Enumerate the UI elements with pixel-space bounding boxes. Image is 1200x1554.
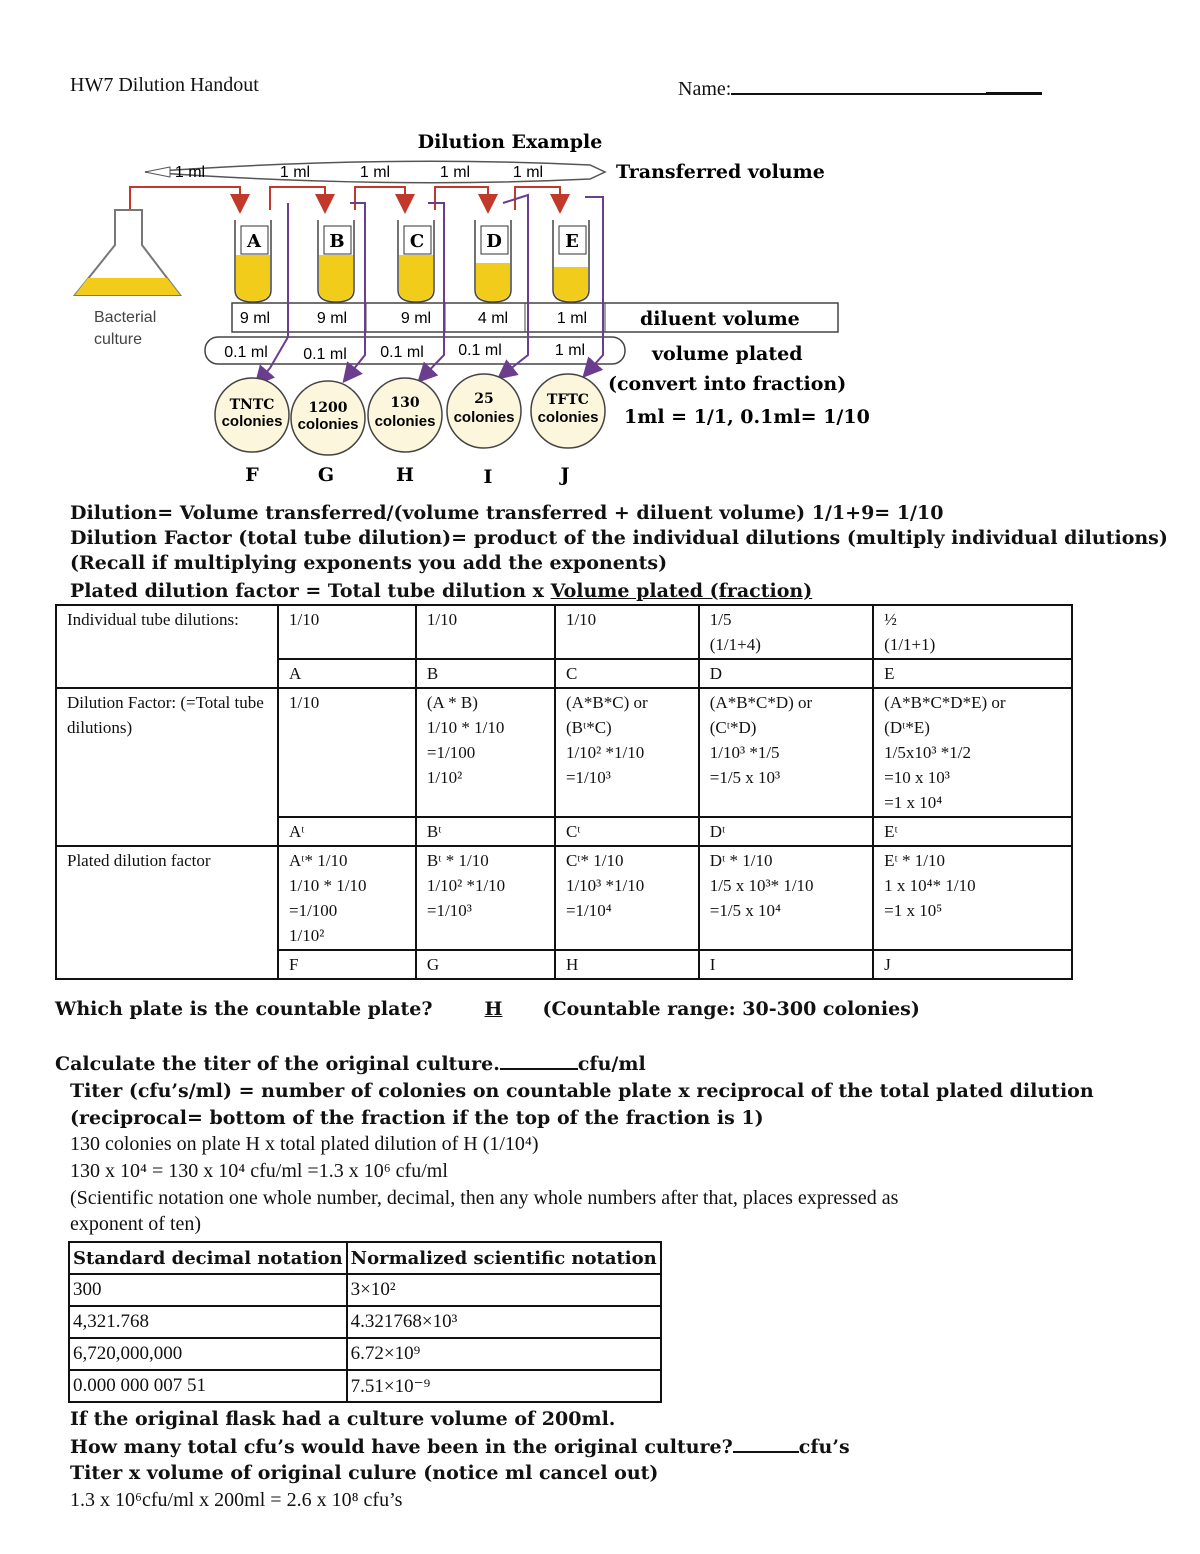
plated-c: 0.1 ml bbox=[380, 344, 424, 361]
dilution-diagram bbox=[60, 125, 920, 495]
plate-h-count: 130 bbox=[390, 395, 420, 411]
name-blank[interactable] bbox=[731, 75, 986, 95]
name-field[interactable] bbox=[678, 74, 1042, 101]
table-cell bbox=[699, 846, 873, 950]
table-cell bbox=[278, 688, 416, 817]
letter-cell: Eᵗ bbox=[873, 817, 1072, 846]
diluent-volume-label: diluent volume bbox=[640, 308, 800, 330]
table-cell bbox=[555, 846, 699, 950]
row-dilution-factor bbox=[56, 688, 1072, 817]
cell-line: Dᵗ * 1/10 bbox=[709, 851, 773, 870]
table-cell bbox=[699, 688, 873, 817]
plate-letter-i: I bbox=[483, 466, 493, 488]
cell-line: =1/100 bbox=[289, 901, 338, 920]
cell-line: (A*B*C*D*E) or bbox=[884, 693, 1006, 712]
sci-cell: 6,720,000,000 bbox=[69, 1338, 347, 1370]
culture-volume-statement: If the original flask had a culture volume of 200ml. bbox=[70, 1408, 616, 1430]
sci-cell: 7.51×10⁻⁹ bbox=[347, 1370, 661, 1402]
plate-letter-j: J bbox=[560, 464, 570, 486]
cell-line: Eᵗ * 1/10 bbox=[884, 851, 946, 870]
sci-cell: 4.321768×10³ bbox=[347, 1306, 661, 1338]
cell-line: 1/10 bbox=[289, 610, 320, 629]
letter-cell: H bbox=[555, 950, 699, 979]
answer-line: 1.3 x 10⁶cfu/ml x 200ml = 2.6 x 10⁸ cfu’s bbox=[70, 1489, 403, 1511]
row-plated-factor-label: Plated dilution factor bbox=[56, 846, 278, 979]
cell-line: =1 x 10⁵ bbox=[884, 901, 943, 920]
name-label: Name: bbox=[678, 78, 732, 100]
cell-line: =1/5 x 10⁴ bbox=[709, 901, 781, 920]
letter-cell: E bbox=[873, 659, 1072, 688]
letter-cell: D bbox=[699, 659, 873, 688]
letter-cell: I bbox=[699, 950, 873, 979]
sci-table-row bbox=[69, 1370, 661, 1402]
cell-line: (A*B*C) or bbox=[565, 693, 648, 712]
letter-cell: Dᵗ bbox=[699, 817, 873, 846]
cell-line: 1/10³ *1/10 bbox=[565, 876, 645, 895]
sci-note-line-2: exponent of ten) bbox=[70, 1213, 202, 1235]
row-plated-factor bbox=[56, 846, 1072, 950]
plate-j-unit: colonies bbox=[537, 409, 599, 426]
table-cell bbox=[555, 688, 699, 817]
reciprocal-definition: (reciprocal= bottom of the fraction if the top of the fraction is 1) bbox=[70, 1107, 764, 1129]
letter-cell: C bbox=[555, 659, 699, 688]
sci-cell: 6.72×10⁹ bbox=[347, 1338, 661, 1370]
transfer-label-0: 1 ml bbox=[174, 164, 206, 181]
transferred-volume-label: Transferred volume bbox=[616, 161, 825, 183]
titer-question bbox=[55, 1052, 646, 1075]
plate-letter-g: G bbox=[317, 464, 335, 486]
countable-answer[interactable]: H bbox=[484, 998, 503, 1020]
sci-table-header bbox=[69, 1242, 661, 1274]
sci-cell: 0.000 000 007 51 bbox=[69, 1370, 347, 1402]
plate-g-unit: colonies bbox=[297, 416, 359, 433]
dilution-factor-formula: Dilution Factor (total tube dilution)= product of the individual dilutions (multiply individual dilutions) bbox=[70, 527, 1168, 549]
table-cell bbox=[699, 605, 873, 659]
letter-cell: Aᵗ bbox=[278, 817, 416, 846]
plate-j-count: TFTC bbox=[547, 392, 589, 408]
titer-definition: Titer (cfu’s/ml) = number of colonies on countable plate x reciprocal of the total plated dilution bbox=[70, 1080, 1094, 1102]
sci-header-cell: Standard decimal notation bbox=[69, 1242, 347, 1274]
plated-b: 0.1 ml bbox=[303, 346, 347, 363]
sci-table-row bbox=[69, 1338, 661, 1370]
total-cfu-question bbox=[70, 1435, 850, 1458]
method-line: Titer x volume of original culure (notice ml cancel out) bbox=[70, 1462, 659, 1484]
sci-header-cell: Normalized scientific notation bbox=[347, 1242, 661, 1274]
calc-line-2: 130 x 10⁴ = 130 x 10⁴ cfu/ml =1.3 x 10⁶ cfu/ml bbox=[70, 1160, 448, 1182]
cell-line: Cᵗ* 1/10 bbox=[565, 851, 624, 870]
cell-line: (1/1+4) bbox=[709, 635, 761, 654]
cell-line: (A * B) bbox=[426, 693, 478, 712]
titer-answer-blank[interactable] bbox=[500, 1052, 578, 1070]
tube-label-b: B bbox=[329, 231, 345, 252]
tube-label-e: E bbox=[565, 231, 579, 252]
cell-line: 1/10 bbox=[289, 693, 320, 712]
letter-cell: A bbox=[278, 659, 416, 688]
flask-icon bbox=[75, 210, 180, 295]
cell-line: 1/10 * 1/10 bbox=[289, 876, 367, 895]
transfer-label-1: 1 ml bbox=[279, 164, 311, 181]
cell-line: 1/5 x 10³* 1/10 bbox=[709, 876, 814, 895]
plated-formula-text: Plated dilution factor = Total tube dilution x bbox=[70, 580, 551, 602]
plate-letter-h: H bbox=[396, 464, 414, 486]
cell-line: (1/1+1) bbox=[884, 635, 936, 654]
plated-e: 1 ml bbox=[554, 342, 586, 359]
plate-h-unit: colonies bbox=[374, 413, 436, 430]
row-individual-dilutions bbox=[56, 605, 1072, 659]
recall-note: (Recall if multiplying exponents you add the exponents) bbox=[70, 552, 668, 574]
diluent-d: 4 ml bbox=[477, 310, 509, 327]
diluent-b: 9 ml bbox=[316, 310, 348, 327]
transfer-label-3: 1 ml bbox=[439, 164, 471, 181]
table-cell bbox=[873, 846, 1072, 950]
cell-line: 1/5 bbox=[709, 610, 732, 629]
diagram-title: Dilution Example bbox=[417, 131, 603, 153]
table-cell bbox=[416, 688, 555, 817]
tube-label-a: A bbox=[247, 231, 261, 252]
cell-line: =1/100 bbox=[426, 743, 476, 762]
cell-line: 1/10 bbox=[426, 610, 458, 629]
total-cfu-blank[interactable] bbox=[733, 1435, 799, 1453]
table-cell bbox=[416, 605, 555, 659]
total-cfu-question-text: How many total cfu’s would have been in the original culture? bbox=[70, 1436, 733, 1458]
countable-range: (Countable range: 30-300 colonies) bbox=[542, 998, 920, 1020]
fraction-example-label: 1ml = 1/1, 0.1ml= 1/10 bbox=[624, 406, 870, 428]
sci-cell: 4,321.768 bbox=[69, 1306, 347, 1338]
cell-line: (Cᵗ*D) bbox=[709, 718, 757, 737]
tube-label-c: C bbox=[409, 231, 425, 252]
cell-line: (Bᵗ*C) bbox=[565, 718, 612, 737]
cell-line: =10 x 10³ bbox=[884, 768, 950, 787]
diluent-e: 1 ml bbox=[556, 310, 588, 327]
letter-cell: F bbox=[278, 950, 416, 979]
plate-f-unit: colonies bbox=[221, 413, 283, 430]
tube-label-d: D bbox=[486, 231, 502, 252]
countable-question bbox=[55, 998, 920, 1020]
table-cell bbox=[278, 846, 416, 950]
cell-line: (Dᵗ*E) bbox=[884, 718, 930, 737]
sci-table-row bbox=[69, 1274, 661, 1306]
table-cell bbox=[278, 605, 416, 659]
calc-line-1: 130 colonies on plate H x total plated dilution of H (1/10⁴) bbox=[70, 1133, 539, 1155]
volume-plated-label: volume plated bbox=[652, 343, 803, 365]
total-cfu-unit: cfu’s bbox=[798, 1436, 850, 1458]
cell-line: 1 x 10⁴* 1/10 bbox=[884, 876, 976, 895]
flask-label-1: Bacterial bbox=[94, 309, 157, 326]
plate-i-unit: colonies bbox=[453, 409, 515, 426]
cell-line: Aᵗ* 1/10 bbox=[289, 851, 348, 870]
letter-cell: Bᵗ bbox=[416, 817, 555, 846]
table-cell bbox=[416, 846, 555, 950]
sci-cell: 300 bbox=[69, 1274, 347, 1306]
letter-cell: G bbox=[416, 950, 555, 979]
cell-line: =1/10³ bbox=[426, 901, 472, 920]
cell-line: 1/10² bbox=[289, 926, 325, 945]
convert-fraction-label: (convert into fraction) bbox=[608, 373, 847, 395]
letter-cell: J bbox=[873, 950, 1072, 979]
cell-line: =1 x 10⁴ bbox=[884, 793, 943, 812]
plate-letter-f: F bbox=[245, 464, 259, 486]
plate-f-count: TNTC bbox=[229, 397, 275, 413]
letter-cell: B bbox=[416, 659, 555, 688]
plated-formula-underlined: Volume plated (fraction) bbox=[550, 580, 813, 602]
titer-question-text: Calculate the titer of the original culture. bbox=[55, 1053, 500, 1075]
cell-line: ½ bbox=[884, 610, 897, 629]
plated-d: 0.1 ml bbox=[458, 342, 502, 359]
cell-line: 1/10³ *1/5 bbox=[709, 743, 780, 762]
cell-line: =1/5 x 10³ bbox=[709, 768, 781, 787]
cell-line: Bᵗ * 1/10 bbox=[426, 851, 489, 870]
cell-line: 1/10² *1/10 bbox=[426, 876, 506, 895]
cell-line: (A*B*C*D) or bbox=[709, 693, 813, 712]
table-cell bbox=[873, 688, 1072, 817]
row-individual-dilutions-label: Individual tube dilutions: bbox=[56, 605, 278, 688]
cell-line: 1/5x10³ *1/2 bbox=[884, 743, 971, 762]
sci-table-row bbox=[69, 1306, 661, 1338]
countable-question-text: Which plate is the countable plate? bbox=[55, 998, 433, 1020]
plate-g-count: 1200 bbox=[308, 400, 348, 416]
sci-cell: 3×10² bbox=[347, 1274, 661, 1306]
transfer-label-4: 1 ml bbox=[512, 164, 544, 181]
scientific-notation-table bbox=[68, 1241, 662, 1403]
diluent-c: 9 ml bbox=[400, 310, 432, 327]
cell-line: =1/10⁴ bbox=[565, 901, 612, 920]
cell-line: 1/10 bbox=[565, 610, 597, 629]
dilution-table bbox=[55, 604, 1073, 980]
page-title: HW7 Dilution Handout bbox=[70, 74, 259, 96]
name-blank-end bbox=[986, 74, 1042, 95]
cell-line: 1/10 * 1/10 bbox=[426, 718, 505, 737]
row-dilution-factor-label: Dilution Factor: (=Total tube dilutions) bbox=[56, 688, 278, 846]
cell-line: 1/10² *1/10 bbox=[565, 743, 645, 762]
table-cell bbox=[555, 605, 699, 659]
plated-a: 0.1 ml bbox=[224, 344, 268, 361]
titer-unit: cfu/ml bbox=[577, 1053, 646, 1075]
diluent-a: 9 ml bbox=[239, 310, 271, 327]
plated-dilution-formula bbox=[70, 580, 812, 602]
flask-label-2: culture bbox=[94, 331, 143, 348]
sci-note-line-1: (Scientific notation one whole number, decimal, then any whole numbers after that, places expressed as bbox=[70, 1187, 899, 1209]
letter-cell: Cᵗ bbox=[555, 817, 699, 846]
table-cell bbox=[873, 605, 1072, 659]
cell-line: 1/10² bbox=[426, 768, 463, 787]
cell-line: =1/10³ bbox=[565, 768, 611, 787]
transfer-label-2: 1 ml bbox=[359, 164, 391, 181]
dilution-formula: Dilution= Volume transferred/(volume transferred + diluent volume) 1/1+9= 1/10 bbox=[70, 502, 944, 524]
plate-i-count: 25 bbox=[474, 391, 494, 407]
